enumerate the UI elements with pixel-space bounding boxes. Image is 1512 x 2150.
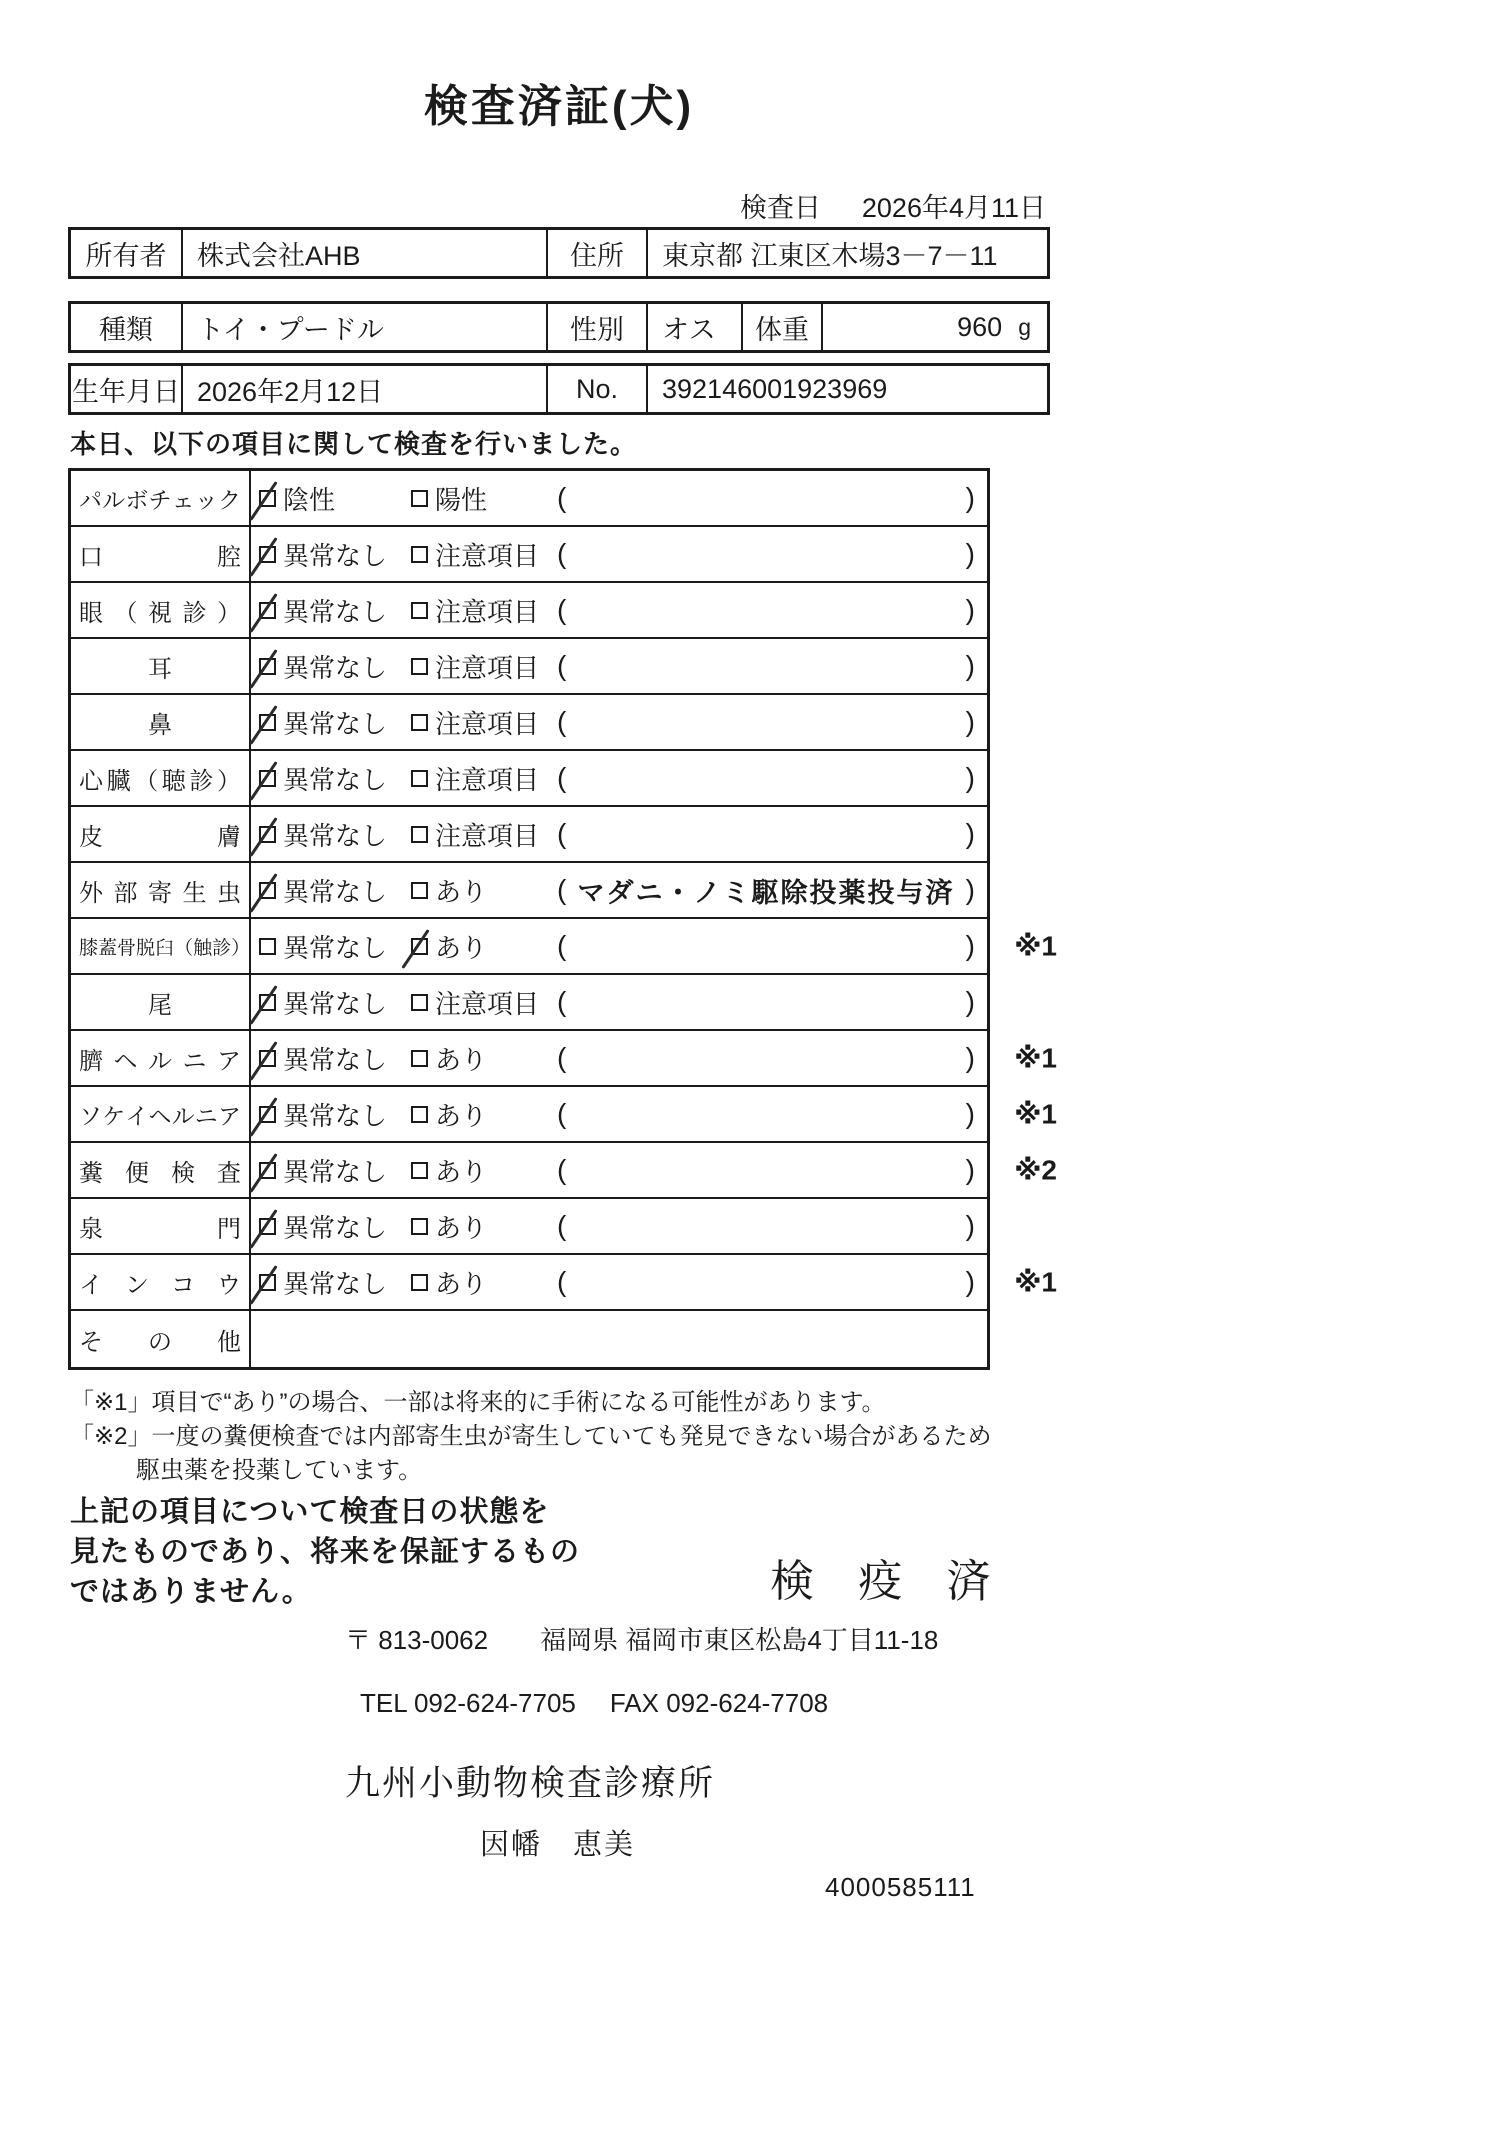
exam-row xyxy=(71,1255,1057,1311)
exam-option xyxy=(411,760,557,797)
inspection-date-label: 検査日 xyxy=(740,193,821,223)
exam-option xyxy=(259,816,411,853)
exam-row-options xyxy=(251,527,987,581)
exam-row-paren xyxy=(557,1154,987,1186)
exam-row-remark: ※1 xyxy=(1014,1042,1057,1074)
exam-option xyxy=(259,984,411,1021)
exam-row-options xyxy=(251,975,987,1029)
note-line: 駆虫薬を投薬しています。 xyxy=(136,1457,423,1484)
paren-open: ( xyxy=(557,1098,567,1129)
owner-table xyxy=(68,227,1050,279)
exam-row-paren xyxy=(557,986,987,1018)
clinic-phone-line xyxy=(360,1688,828,1719)
exam-row-label: 鼻 xyxy=(71,695,251,749)
exam-option xyxy=(259,536,411,573)
exam-row-label: 外 部 寄 生 虫 xyxy=(71,863,251,917)
exam-row-paren xyxy=(557,1042,987,1074)
exam-option-label: 異常なし xyxy=(283,540,388,571)
paren-close: ) xyxy=(965,762,975,793)
page-title: 検査済証(犬) xyxy=(423,82,695,131)
paren-open: ( xyxy=(557,706,567,737)
disclaimer-line: ではありません。 xyxy=(70,1576,312,1608)
paren-close: ) xyxy=(965,1154,975,1185)
weight-unit: g xyxy=(1018,313,1031,340)
exam-option-label: 異常なし xyxy=(283,1100,388,1131)
exam-row-options xyxy=(251,695,987,749)
exam-row-options xyxy=(251,1143,987,1197)
pet-table xyxy=(68,301,1050,353)
exam-option xyxy=(259,480,411,517)
checkbox-icon xyxy=(411,882,428,899)
checkbox-icon xyxy=(411,490,428,507)
exam-row-label: 眼 （ 視 診 ） xyxy=(71,583,251,637)
exam-row-paren xyxy=(557,482,987,514)
intro-text: 本日、以下の項目に関して検査を行いました。 xyxy=(70,429,638,459)
paren-open: ( xyxy=(557,1266,567,1297)
note-line: 「※1」項目で“あり”の場合、一部は将来的に手術になる可能性があります。 xyxy=(70,1389,886,1416)
exam-option xyxy=(259,648,411,685)
sex-label: 性別 xyxy=(548,304,648,350)
exam-option xyxy=(411,480,557,517)
paren-open: ( xyxy=(557,1154,567,1185)
exam-row-paren xyxy=(557,706,987,738)
exam-row xyxy=(71,807,987,863)
exam-row xyxy=(71,751,987,807)
clinic-address: 福岡県 福岡市東区松島4丁目11-18 xyxy=(540,1625,939,1655)
paren-close: ) xyxy=(965,986,975,1017)
exam-option-label: 異常なし xyxy=(283,932,388,963)
exam-option-label: 異常なし xyxy=(283,1268,388,1299)
checkbox-checked-icon xyxy=(259,658,276,675)
notes-block xyxy=(70,1386,1070,1488)
paren-close: ) xyxy=(965,482,975,513)
paren-open: ( xyxy=(557,482,567,513)
paren-open: ( xyxy=(557,818,567,849)
exam-option xyxy=(411,648,557,685)
exam-row-remark: ※1 xyxy=(1014,930,1057,962)
exam-option-label: 注意項目 xyxy=(435,540,540,571)
checkbox-checked-icon xyxy=(259,602,276,619)
exam-option-label: 注意項目 xyxy=(435,764,540,795)
paren-close: ) xyxy=(965,874,975,905)
birthdate-value: 2026年2月12日 xyxy=(183,366,548,412)
exam-row xyxy=(71,695,987,751)
checkbox-icon xyxy=(411,546,428,563)
exam-row-label: 耳 xyxy=(71,639,251,693)
exam-row-paren xyxy=(557,538,987,570)
checkbox-checked-icon xyxy=(259,882,276,899)
checkbox-checked-icon xyxy=(259,770,276,787)
exam-option xyxy=(259,1264,411,1301)
exam-row-remark: ※1 xyxy=(1014,1266,1057,1298)
exam-row xyxy=(71,919,1057,975)
exam-option-label: 陽性 xyxy=(435,484,488,515)
exam-option-label: 異常なし xyxy=(283,764,388,795)
paren-close: ) xyxy=(965,930,975,961)
exam-row xyxy=(71,1143,1057,1199)
exam-option-label: あり xyxy=(435,1044,488,1075)
paren-close: ) xyxy=(965,650,975,681)
exam-row-paren xyxy=(557,930,987,962)
number-value: 392146001923969 xyxy=(662,373,888,404)
weight-label: 体重 xyxy=(743,304,823,350)
checkbox-checked-icon xyxy=(259,1274,276,1291)
quarantine-stamp: 検 疫 済 xyxy=(770,1557,1007,1606)
paren-close: ) xyxy=(965,818,975,849)
exam-option-label: 異常なし xyxy=(283,652,388,683)
paren-open: ( xyxy=(557,986,567,1017)
exam-row-label: ソ ケ イ ヘ ル ニ ア xyxy=(71,1087,251,1141)
exam-option xyxy=(259,1096,411,1133)
serial-number: 4000585111 xyxy=(825,1872,976,1902)
checkbox-checked-icon xyxy=(259,826,276,843)
exam-row-label: イ ン コ ウ xyxy=(71,1255,251,1309)
exam-row-options xyxy=(251,1199,987,1253)
exam-row-options xyxy=(251,919,987,973)
exam-row-label: 口 腔 xyxy=(71,527,251,581)
exam-option-label: 注意項目 xyxy=(435,596,540,627)
sex-value: オス xyxy=(648,304,743,350)
exam-option xyxy=(259,760,411,797)
exam-option xyxy=(259,928,411,965)
exam-row-options xyxy=(251,863,987,917)
exam-row-options xyxy=(251,583,987,637)
exam-option xyxy=(259,1040,411,1077)
checkbox-checked-icon xyxy=(259,714,276,731)
exam-row-label: 臍 ヘ ル ニ ア xyxy=(71,1031,251,1085)
paren-open: ( xyxy=(557,594,567,625)
exam-option xyxy=(259,1152,411,1189)
exam-option xyxy=(411,984,557,1021)
exam-row-paren xyxy=(557,762,987,794)
exam-option-label: 注意項目 xyxy=(435,708,540,739)
exam-row-paren xyxy=(557,871,987,910)
exam-row xyxy=(71,975,987,1031)
paren-open: ( xyxy=(557,538,567,569)
exam-row-options xyxy=(251,1087,987,1141)
exam-row-label: 皮 膚 xyxy=(71,807,251,861)
exam-row xyxy=(71,527,987,583)
exam-option-label: あり xyxy=(435,932,488,963)
disclaimer-text xyxy=(70,1492,580,1612)
owner-value: 株式会社AHB xyxy=(183,230,548,276)
exam-row-remark: ※1 xyxy=(1014,1098,1057,1130)
exam-option xyxy=(259,1208,411,1245)
paren-close: ) xyxy=(965,1042,975,1073)
exam-option xyxy=(259,704,411,741)
exam-row-paren xyxy=(557,1210,987,1242)
birth-table xyxy=(68,363,1050,415)
exam-option-label: あり xyxy=(435,876,488,907)
exam-row-options xyxy=(251,1311,987,1367)
checkbox-icon xyxy=(411,770,428,787)
address-label: 住所 xyxy=(548,230,648,276)
checkbox-checked-icon xyxy=(259,1162,276,1179)
exam-row-label: 膝 蓋 骨 脱 臼 （ 触 診 ） xyxy=(71,919,251,973)
inspection-date-value: 2026年4月11日 xyxy=(861,193,1046,223)
checkbox-icon xyxy=(411,1106,428,1123)
exam-row-options xyxy=(251,751,987,805)
checkbox-icon xyxy=(411,826,428,843)
postal-code: 〒 813-0062 xyxy=(345,1625,489,1655)
exam-row-finding: マダニ・ノミ駆除投薬投与済 xyxy=(577,877,955,908)
exam-option-label: 異常なし xyxy=(283,820,388,851)
checkbox-checked-icon xyxy=(259,1218,276,1235)
exam-option-label: 異常なし xyxy=(283,1156,388,1187)
exam-row-options xyxy=(251,639,987,693)
checkbox-checked-icon xyxy=(259,546,276,563)
exam-option xyxy=(411,816,557,853)
exam-option xyxy=(411,1096,557,1133)
exam-row xyxy=(71,639,987,695)
exam-option-label: 注意項目 xyxy=(435,988,540,1019)
disclaimer-line: 見たものであり、将来を保証するもの xyxy=(70,1536,581,1568)
exam-row-label: 糞 便 検 査 xyxy=(71,1143,251,1197)
exam-row xyxy=(71,863,987,919)
exam-row xyxy=(71,1199,987,1255)
note-line: 「※2」一度の糞便検査では内部寄生虫が寄生していても発見できない場合があるため xyxy=(70,1423,992,1450)
exam-row-options xyxy=(251,471,987,525)
exam-option-label: あり xyxy=(435,1156,488,1187)
exam-option-label: 陰性 xyxy=(283,484,336,515)
exam-option-label: 異常なし xyxy=(283,988,388,1019)
exam-option xyxy=(411,1040,557,1077)
checkbox-icon xyxy=(411,1050,428,1067)
exam-row xyxy=(71,583,987,639)
breed-value: トイ・プードル xyxy=(183,304,548,350)
exam-option-label: 異常なし xyxy=(283,1044,388,1075)
exam-option xyxy=(259,592,411,629)
checkbox-icon xyxy=(411,658,428,675)
paren-open: ( xyxy=(557,1042,567,1073)
disclaimer-line: 上記の項目について検査日の状態を xyxy=(70,1496,550,1528)
paren-open: ( xyxy=(557,1210,567,1241)
exam-row-label: 尾 xyxy=(71,975,251,1029)
paren-close: ) xyxy=(965,706,975,737)
paren-close: ) xyxy=(965,538,975,569)
exam-row-paren xyxy=(557,818,987,850)
checkbox-checked-icon xyxy=(259,1106,276,1123)
paren-open: ( xyxy=(557,762,567,793)
exam-option-label: 異常なし xyxy=(283,596,388,627)
clinic-address-line xyxy=(345,1620,938,1657)
exam-option xyxy=(259,872,411,909)
exam-option xyxy=(411,704,557,741)
exam-row-paren xyxy=(557,1098,987,1130)
paren-open: ( xyxy=(557,650,567,681)
exam-option-label: 注意項目 xyxy=(435,652,540,683)
owner-label: 所有者 xyxy=(71,230,183,276)
exam-option xyxy=(411,1208,557,1245)
exam-option xyxy=(411,928,557,965)
checkbox-checked-icon xyxy=(259,994,276,1011)
exam-option-label: 注意項目 xyxy=(435,820,540,851)
weight-value: 960 xyxy=(957,311,1003,342)
exam-row-options xyxy=(251,1255,987,1309)
checkbox-icon xyxy=(411,602,428,619)
exam-option xyxy=(411,536,557,573)
exam-table xyxy=(68,468,1057,1370)
inspector-name: 因幡 恵美 xyxy=(480,1829,636,1861)
paren-close: ) xyxy=(965,1098,975,1129)
exam-row-label: 泉 門 xyxy=(71,1199,251,1253)
paren-open: ( xyxy=(557,874,567,905)
checkbox-icon xyxy=(411,714,428,731)
exam-row xyxy=(71,1087,1057,1143)
paren-close: ) xyxy=(965,594,975,625)
exam-option-label: 異常なし xyxy=(283,876,388,907)
exam-row-options xyxy=(251,807,987,861)
exam-row-paren xyxy=(557,1266,987,1298)
checkbox-icon xyxy=(411,994,428,1011)
exam-row xyxy=(71,471,987,527)
checkbox-icon xyxy=(411,1162,428,1179)
number-label: No. xyxy=(548,366,648,412)
checkbox-icon xyxy=(411,1274,428,1291)
exam-row-label: そ の 他 xyxy=(71,1311,251,1367)
paren-open: ( xyxy=(557,930,567,961)
weight-value-cell xyxy=(823,304,1047,350)
exam-row-paren xyxy=(557,594,987,626)
checkbox-icon xyxy=(411,1218,428,1235)
exam-row xyxy=(71,1031,1057,1087)
exam-option xyxy=(411,592,557,629)
exam-option xyxy=(411,1264,557,1301)
exam-row xyxy=(71,1311,987,1367)
exam-row-options xyxy=(251,1031,987,1085)
checkbox-icon xyxy=(259,938,276,955)
exam-option xyxy=(411,872,557,909)
checkbox-checked-icon xyxy=(259,1050,276,1067)
exam-option-label: あり xyxy=(435,1212,488,1243)
exam-row-label: 心 臓 （ 聴 診 ） xyxy=(71,751,251,805)
exam-option xyxy=(411,1152,557,1189)
inspection-date-line xyxy=(68,186,1050,223)
paren-close: ) xyxy=(965,1210,975,1241)
clinic-fax: FAX 092-624-7708 xyxy=(609,1688,829,1718)
address-value: 東京都 江東区木場3－7－11 xyxy=(662,240,998,271)
exam-row-label: パ ル ボ チ ェ ッ ク xyxy=(71,471,251,525)
clinic-tel: TEL 092-624-7705 xyxy=(360,1688,576,1718)
paren-close: ) xyxy=(965,1266,975,1297)
exam-row-paren xyxy=(557,650,987,682)
clinic-name: 九州小動物検査診療所 xyxy=(345,1764,716,1803)
exam-row-remark: ※2 xyxy=(1014,1154,1057,1186)
exam-option-label: 異常なし xyxy=(283,1212,388,1243)
exam-option-label: あり xyxy=(435,1100,488,1131)
breed-label: 種類 xyxy=(71,304,183,350)
exam-option-label: 異常なし xyxy=(283,708,388,739)
checkbox-checked-icon xyxy=(259,490,276,507)
exam-option-label: あり xyxy=(435,1268,488,1299)
checkbox-checked-icon xyxy=(411,938,428,955)
birthdate-label: 生年月日 xyxy=(71,366,183,412)
